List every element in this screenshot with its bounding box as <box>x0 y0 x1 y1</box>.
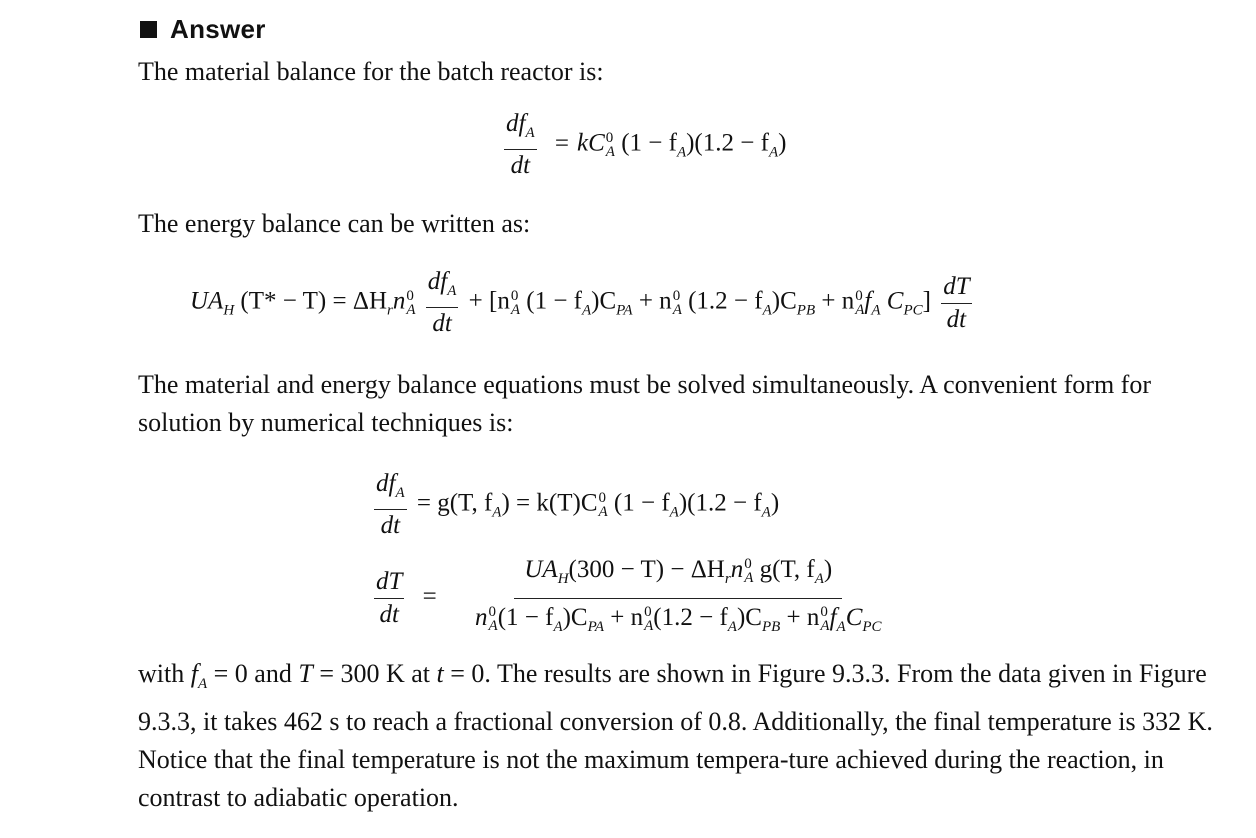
material-balance-equation: $\frac{df_A}{dt}$ = kC 0 A $(1 - f_A)(1.2 - f_A)$ <box>506 110 787 179</box>
material-balance-intro: The material balance for the batch reactor is: <box>138 57 604 86</box>
eq1-fraction: $\frac{df_A}{dt}$ <box>506 110 535 179</box>
rate-function-equation: $\frac{df_A}{dt}$ = g(T, $f_A) = k(T)C$ 0 A $(1 - f_A)(1.2 - f_A)$ <box>376 470 780 539</box>
energy-balance-equation: $UA_H$ $(T* - T) = \Delta H_rn$ 0 A $\frac{df_A}{dt}$ + [n 0 A $(1 - f_A)C_{PA} + n$ 0 A $(1.2 - f_A)C_{PB} + n$ 0 A $f_A$ $C_{PC}$] $\frac{dT}{dt}$ <box>190 268 970 337</box>
energy-balance-intro: The energy balance can be written as: <box>138 209 531 238</box>
heading-text: Answer <box>170 14 266 44</box>
heading-square-icon <box>140 21 157 38</box>
numerical-form-intro: The material and energy balance equations must be solved simultaneously. A convenient form for solution by numerical techniques is: <box>138 370 1151 437</box>
temperature-rate-equation: $\frac{dT}{dt}$ = $UA_H(300 - T) - \Delta H_rn$ 0 A g(T, $f_A$) n 0 A $(1 - f_A)C_{PA} + n$ 0 A $(1.2 - f_A)C_{PB} + n$ 0 A $f_AC_{PC}$ <box>376 556 882 635</box>
answer-heading <box>140 14 266 45</box>
results-paragraph: with $f_A = 0$ and T = 300 K at t = 0. The results are shown in Figure 9.3.3. From the data given in Figure 9.3.3, it takes 462 s to reach a fractional conversion of 0.8. Additionally, the final temperature is 332 K. Notice that the final temperature is not the maximum tempera-ture achieved during the reaction, in contrast to adiabatic operation. <box>138 659 1213 812</box>
